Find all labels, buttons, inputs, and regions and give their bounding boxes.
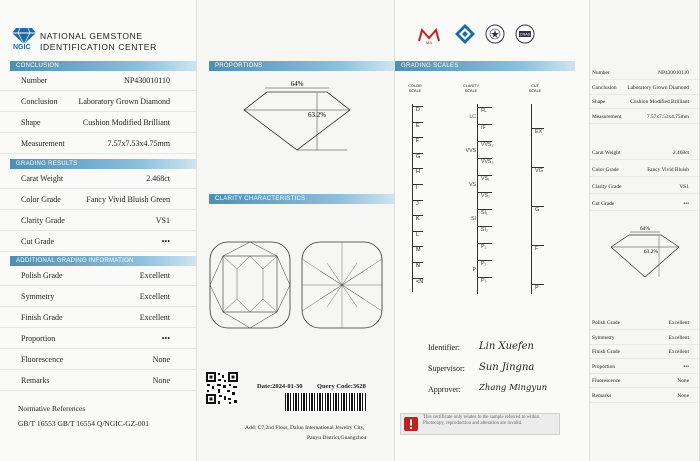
field-row — [590, 95, 700, 109]
clarity-grade-tick: VS₁ — [478, 175, 492, 182]
field-label: Measurement — [592, 113, 622, 120]
field-row — [590, 197, 700, 211]
clarity-grade-tick: FL — [478, 107, 492, 114]
field-label: Cut Grade — [21, 237, 55, 246]
field-label: Cut Grade — [592, 201, 615, 207]
address-line1: Add: C7,2nd Floor, Dalun International Jewelry City, — [245, 425, 365, 431]
field-value: ••• — [161, 237, 170, 246]
field-row — [590, 110, 700, 124]
field-row — [0, 92, 197, 112]
clarity-grade-tick: P₃ — [478, 277, 492, 284]
clarity-grade-tick: IF — [478, 124, 492, 131]
field-row — [0, 329, 197, 349]
field-row — [590, 389, 700, 403]
clarity-group-label: LC — [469, 114, 476, 120]
field-value: Fancy Vivid Bluish — [647, 167, 689, 173]
field-label: Fluorescence — [21, 355, 64, 364]
signature-role: Identifier: — [428, 343, 460, 352]
field-row — [0, 350, 197, 370]
clarity-grade-tick: VS₂ — [478, 192, 492, 199]
cut-grade-tick: F — [532, 245, 544, 252]
query-code: Query Code:3628 — [317, 383, 366, 390]
references-title: Normative References — [18, 404, 86, 413]
field-row — [590, 331, 700, 345]
address-line2: Panyu District,Guangzhou — [307, 435, 367, 441]
table-percent-label: 64% — [290, 80, 304, 88]
field-row — [0, 134, 197, 154]
ngic-badge-icon — [455, 24, 475, 44]
field-row — [0, 232, 197, 252]
field-value: Excellent — [668, 334, 689, 341]
references-text: GB/T 16553 GB/T 16554 Q/NGIC-GZ-001 — [18, 419, 149, 428]
clarity-group-label: VVS — [465, 148, 476, 154]
warning-icon — [404, 417, 418, 431]
clarity-characteristics-header: CLARITY CHARACTERISTICS — [209, 194, 395, 204]
qr-code — [205, 371, 239, 405]
field-label: Color Grade — [592, 167, 619, 173]
signature-role: Supervisor: — [428, 364, 465, 373]
summary-proportions-diagram — [595, 222, 695, 282]
field-value: Excellent — [668, 320, 689, 326]
field-value: Fancy Vivid Bluish Green — [86, 195, 170, 204]
field-row — [0, 266, 197, 286]
field-value: ••• — [161, 334, 170, 343]
field-row — [0, 308, 197, 328]
field-value: 7.57x7.53x4.75mm — [646, 113, 689, 120]
color-grade-tick: M — [413, 246, 423, 253]
clarity-group-label: P — [472, 267, 476, 273]
field-row — [590, 81, 700, 95]
field-row — [590, 316, 700, 330]
field-value: Laboratory Grown Diamond — [627, 84, 689, 91]
field-label: Polish Grade — [21, 271, 63, 280]
field-row — [590, 146, 700, 160]
field-label: Clarity Grade — [21, 216, 65, 225]
field-label: Carat Weight — [592, 150, 621, 156]
field-label: Fluorescence — [592, 378, 621, 384]
center-name-line1: NATIONAL GEMSTONE — [40, 31, 143, 41]
field-label: Proportion — [592, 363, 616, 370]
clarity-group-label: SI — [471, 216, 476, 222]
scales-panel — [395, 0, 590, 461]
summary-table-label: 64% — [639, 226, 651, 232]
field-row — [0, 211, 197, 231]
color-grade-tick: E — [413, 122, 423, 129]
clarity-grade-tick: P₁ — [478, 243, 492, 250]
report-main-panel — [0, 0, 197, 461]
barcode — [285, 393, 367, 411]
conclusion-header: CONCLUSION — [10, 61, 197, 71]
clarity-grade-tick: VVS₂ — [478, 158, 492, 165]
ilac-seal-icon — [485, 24, 505, 44]
field-label: Clarity Grade — [592, 184, 622, 190]
field-value: None — [677, 378, 689, 384]
field-value: None — [152, 355, 170, 364]
field-row — [0, 287, 197, 307]
field-label: Proportion — [21, 334, 56, 343]
color-grade-tick: F — [413, 137, 423, 144]
field-value: ••• — [683, 201, 689, 207]
ngic-diamond-logo-icon — [12, 28, 36, 44]
field-value: None — [152, 376, 170, 385]
field-value: None — [677, 392, 689, 399]
field-value: ••• — [683, 363, 689, 370]
field-value: Cushion Modified Brilliant — [630, 99, 689, 105]
field-value: Excellent — [139, 313, 170, 322]
clarity-group-label: VS — [469, 182, 476, 188]
field-label: Measurement — [21, 139, 65, 148]
field-label: Symmetry — [592, 334, 615, 341]
clarity-plot-diagram — [207, 239, 387, 331]
field-label: Color Grade — [21, 195, 61, 204]
field-label: Shape — [592, 99, 606, 105]
ngic-logo-text: NGIC — [13, 44, 31, 51]
field-row — [590, 163, 700, 177]
field-row — [0, 371, 197, 391]
cut-grade-tick: G — [532, 206, 544, 213]
warning-text: This certificate only relates to the sample referred to within. Photocopy, reproduction and alteration are invalid. — [423, 415, 541, 426]
depth-percent-label: 63.2% — [307, 111, 327, 119]
field-row — [0, 190, 197, 210]
clarity-grade-tick: VVS₁ — [478, 141, 492, 148]
field-label: Conclusion — [592, 84, 617, 91]
summary-depth-label: 63.2% — [643, 249, 659, 255]
field-label: Symmetry — [21, 292, 55, 301]
grading-scales-header: GRADING SCALES — [395, 61, 575, 71]
field-value: Excellent — [139, 271, 170, 280]
field-row — [590, 180, 700, 194]
field-value: Excellent — [668, 349, 689, 355]
validity-warning-box — [400, 413, 560, 435]
cut-grade-tick: P — [532, 284, 544, 291]
color-grade-tick: N — [413, 262, 423, 269]
field-value: Excellent — [139, 292, 170, 301]
field-label: Number — [592, 70, 610, 76]
field-row — [0, 169, 197, 189]
cut-grade-tick: EX — [532, 128, 544, 135]
clarity-grade-tick: SI₁ — [478, 209, 492, 216]
field-row — [0, 71, 197, 91]
cut-scale-heading: CUT SCALE — [528, 84, 542, 93]
field-label: Remarks — [592, 392, 612, 399]
center-name-line2: IDENTIFICATION CENTER — [40, 42, 157, 52]
color-grade-tick: G — [413, 153, 423, 160]
field-label: Finish Grade — [592, 349, 620, 355]
field-value: 7.57x7.53x4.75mm — [107, 139, 170, 148]
field-value: NP430010110 — [658, 70, 689, 76]
color-grade-tick: L — [413, 231, 423, 238]
field-value: Laboratory Grown Diamond — [78, 97, 170, 106]
additional-grading-header: ADDITIONAL GRADING INFORMATION — [10, 256, 197, 266]
field-label: Shape — [21, 118, 41, 127]
field-label: Finish Grade — [21, 313, 63, 322]
summary-card-panel — [590, 0, 700, 461]
field-label: Number — [21, 76, 48, 85]
color-grade-tick: K — [413, 215, 423, 222]
signature-name: Zhang Mingyun — [479, 383, 548, 393]
crown-view-outline — [210, 242, 290, 328]
color-grade-tick: J — [413, 200, 423, 207]
color-grade-tick: I — [413, 184, 423, 191]
field-row — [590, 360, 700, 374]
grading-results-header: GRADING RESULTS — [10, 159, 197, 169]
signature-name: Sun Jingna — [479, 362, 535, 373]
svg-text:MA: MA — [426, 40, 432, 45]
diagram-panel — [197, 0, 395, 461]
field-row — [590, 345, 700, 359]
clarity-scale-heading: CLARITY SCALE — [463, 84, 480, 93]
field-label: Polish Grade — [592, 320, 620, 326]
field-value: VS1 — [679, 184, 689, 190]
field-value: NP430010110 — [124, 76, 170, 85]
field-label: Remarks — [21, 376, 50, 385]
color-grade-tick: H — [413, 168, 423, 175]
proportions-diagram — [217, 75, 377, 160]
field-row — [0, 113, 197, 133]
field-row — [590, 66, 700, 80]
svg-text:CNAS: CNAS — [519, 32, 531, 37]
report-date: Date:2024-01-30 — [257, 383, 303, 390]
clarity-grade-tick: P₂ — [478, 260, 492, 267]
ma-logo-icon — [417, 27, 442, 45]
color-grade-tick: <N — [413, 278, 423, 285]
cnas-seal-icon — [515, 24, 535, 44]
signature-role: Approver: — [428, 385, 461, 394]
color-scale-heading: COLOR SCALE — [408, 84, 422, 93]
signature-name: Lin Xuefen — [479, 341, 534, 352]
field-value: 2.468ct — [672, 150, 689, 156]
color-grade-tick: D — [413, 106, 423, 113]
field-row — [590, 374, 700, 388]
field-value: VS1 — [155, 216, 170, 225]
field-label: Conclusion — [21, 97, 58, 106]
field-label: Carat Weight — [21, 174, 64, 183]
field-value: Cushion Modified Brilliant — [82, 118, 170, 127]
cut-grade-tick: VG — [532, 167, 544, 174]
proportions-header: PROPORTIONS — [209, 61, 395, 71]
field-value: 2.468ct — [146, 174, 170, 183]
clarity-grade-tick: SI₂ — [478, 226, 492, 233]
